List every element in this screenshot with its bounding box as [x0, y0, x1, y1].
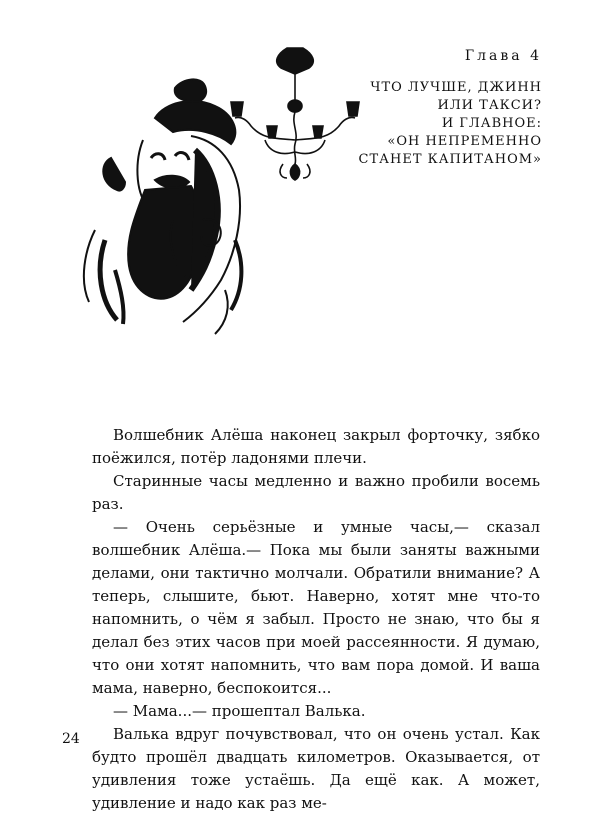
chapter-title-line: СТАНЕТ КАПИТАНОМ»	[358, 152, 542, 167]
chapter-title-line: ЧТО ЛУЧШЕ, ДЖИНН	[370, 80, 542, 95]
chapter-label: Глава 4	[464, 48, 542, 64]
chapter-title-line: «ОН НЕПРЕМЕННО	[387, 134, 542, 149]
chapter-title-line: ИЛИ ТАКСИ?	[437, 98, 542, 113]
page-number: 24	[62, 731, 80, 747]
paragraph: — Мама...— прошептал Валька.	[113, 702, 366, 720]
paragraph: Волшебник Алёша наконец закрыл форточку, зябко поёжился, потёр ладонями плечи.	[92, 426, 540, 467]
genie-drawing	[84, 79, 242, 334]
body-text	[92, 424, 540, 815]
paragraph: Старинные часы медленно и важно пробили восемь раз.	[92, 472, 540, 513]
chandelier-drawing	[231, 48, 359, 180]
chapter-title	[342, 79, 542, 169]
paragraph: — Очень серьёзные и умные часы,— сказал волшебник Алёша.— Пока мы были заняты важными делами, они тактично молчали. Обратили внимание? А теперь, слышите, бьют. Наверно, хотят мне что-то напомнить, о чём я забыл. Просто не знаю, что бы я делал без этих часов при моей рассеянности. Я думаю, что они хотят напомнить, что вам пора домой. И ваша мама, наверно, беспокоится...	[92, 518, 540, 697]
genie-and-chandelier-illustration	[55, 40, 365, 350]
paragraph: Валька вдруг почувствовал, что он очень устал. Как будто прошёл двадцать километров. Оказывается, от удивления тоже устаёшь. Да ещё как. А может, удивление и надо как раз ме-	[92, 725, 540, 812]
chapter-title-line: И ГЛАВНОЕ:	[441, 116, 542, 131]
